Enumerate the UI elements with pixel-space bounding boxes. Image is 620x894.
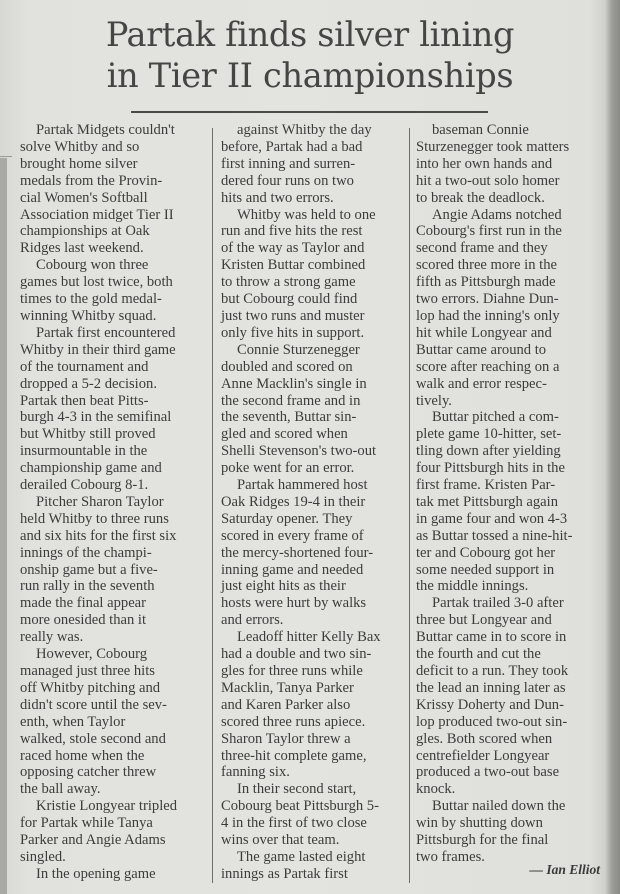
article-paragraph [221,342,409,477]
text-line: inning game and needed [221,561,364,578]
text-line: managed just three hits [20,663,155,679]
text-line: walk and error respec- [416,375,547,392]
text-line: the ball away. [20,781,101,798]
text-line: the second frame and in [221,392,361,409]
text-line: and errors. [221,612,284,629]
text-line: gles for three runs while [221,663,363,679]
text-line: really was. [20,629,84,646]
text-line: hosts were hurt by walks [221,595,367,612]
text-line: Buttar nailed down the [432,798,566,815]
text-line: just two runs and muster [221,307,365,324]
text-line: Sharon Taylor threw a [221,730,351,747]
text-line: Krissy Doherty and Dun- [416,696,564,713]
text-line: The game lasted eight [237,848,366,865]
text-line: 4 in the first of two close [221,815,367,832]
article-paragraph [416,122,608,207]
text-line: championships at Oak [20,223,150,240]
text-line: innings of the champi- [20,544,152,561]
text-line: centrefielder Longyear [416,747,550,764]
text-line: poke went for an error. [221,460,355,477]
text-line: Connie Sturzenegger [237,341,360,358]
text-line: Whitby was held to one [237,206,376,223]
text-line: hits and two errors. [221,189,334,206]
text-line: scored three more in the [416,257,558,274]
text-line: for Partak while Tanya [20,815,153,832]
text-line: walked, stole second and [20,730,166,747]
text-line: some needed support in [416,561,555,578]
text-line: gles. Both scored when [416,730,553,747]
text-line: Cobourg beat Pittsburgh 5- [221,798,379,815]
text-line: the fourth and cut the [416,646,541,663]
text-line: onship game but a five- [20,561,158,578]
text-line: just eight hits as their [221,578,346,595]
headline-line-2: in Tier II championships [106,56,514,95]
text-line: Ridges last weekend. [20,240,144,257]
text-line: against Whitby the day [237,122,372,138]
text-line: derailed Cobourg 8-1. [20,477,149,494]
text-line: opposing catcher threw [20,764,157,781]
text-line: enth, when Taylor [20,713,126,730]
text-line: as Buttar tossed a nine-hit- [416,527,573,544]
text-line: the mercy-shortened four- [221,544,374,561]
text-line: times to the gold medal- [20,291,162,308]
article-paragraph [221,781,409,849]
text-line: In their second start, [237,781,357,798]
text-line: but Whitby still proved [20,426,156,443]
article-column-1 [20,122,210,883]
text-line: brought home silver [20,155,138,172]
article-paragraph [20,122,210,257]
adjacent-column-edge [0,158,7,894]
text-line: Anne Macklin's single in [221,375,367,392]
text-line: the seventh, Buttar sin- [221,409,357,426]
text-line: dered four runs on two [221,172,354,189]
text-line: run and five hits the rest [221,223,363,240]
text-line: Whitby in their third game [20,341,176,358]
text-line: produced a two-out base [416,764,560,781]
text-line: before, Partak had a bad [221,138,363,155]
text-line: and Karen Parker also [221,696,351,713]
text-line: deficit to a run. They took [416,663,569,679]
text-line: Leadoff hitter Kelly Bax [237,629,381,646]
text-line: but Cobourg could find [221,291,358,308]
text-line: the middle innings. [416,578,529,595]
text-line: Saturday opener. They [221,510,353,527]
text-line: Buttar came around to [416,341,547,358]
text-line: second frame and they [416,240,548,257]
text-line: championship game and [20,460,162,477]
text-line: Buttar came in to score in [416,629,567,646]
text-line: Oak Ridges 19-4 in their [221,493,366,510]
text-line: tling down after yielding [416,443,561,460]
text-line: medals from the Provin- [20,172,163,189]
text-line: Pittsburgh for the final [416,832,549,849]
text-line: Sturzenegger took matters [416,138,570,155]
text-line: raced home when the [20,747,145,764]
text-line: Pitcher Sharon Taylor [36,493,164,510]
article-paragraph [416,207,608,410]
text-line: tak met Pittsburgh again [416,493,559,510]
text-line: Partak trailed 3-0 after [432,595,564,612]
text-line: Cobourg's first run in the [416,223,562,240]
column-divider-1 [212,128,213,883]
text-line: In the opening game [36,865,156,882]
text-line: had a double and two sin- [221,646,372,663]
text-line: lop produced two-out sin- [416,713,568,730]
text-line: hit a two-out solo homer [416,172,560,189]
article-paragraph [20,798,210,866]
text-line: held Whitby to three runs [20,510,169,527]
text-line: lop had the inning's only [416,307,560,324]
text-line: However, Cobourg [36,646,148,663]
headline-rule [131,111,488,113]
text-line: insurmountable in the [20,443,148,460]
text-line: the lead an inning later as [416,679,566,696]
text-line: Angie Adams notched [432,206,562,223]
text-line: cial Women's Softball [20,189,148,206]
text-line: to throw a strong game [221,274,356,291]
text-line: four Pittsburgh hits in the [416,460,565,477]
text-line: Association midget Tier II [20,206,174,223]
text-line: first inning and surren- [221,155,356,172]
text-line: fifth as Pittsburgh made [416,274,556,291]
article-paragraph [416,595,608,798]
text-line: doubled and scored on [221,358,353,375]
text-line: off Whitby pitching and [20,679,161,696]
text-line: to break the deadlock. [416,189,545,206]
text-line: winning Whitby squad. [20,307,157,324]
text-line: first frame. Kristen Par- [416,477,556,494]
text-line: of the way as Taylor and [221,240,365,257]
article-paragraph [20,257,210,325]
text-line: innings as Partak first [221,865,348,882]
text-line: Partak first encountered [36,324,176,341]
text-line: tively. [416,392,452,409]
text-line: into her own hands and [416,155,553,172]
text-line: Macklin, Tanya Parker [221,679,354,696]
article-paragraph [416,409,608,595]
article-column-2 [221,122,409,883]
article-column-3 [416,122,608,866]
text-line: win by shutting down [416,815,543,832]
text-line: Parker and Angie Adams [20,832,166,849]
article-paragraph [20,494,210,646]
text-line: Kristen Buttar combined [221,257,366,274]
article-paragraph [221,477,409,629]
text-line: three but Longyear and [416,612,552,629]
text-line: plete game 10-hitter, set- [416,426,562,443]
text-line: three-hit complete game, [221,747,367,764]
text-line: solve Whitby and so [20,138,140,155]
text-line: Partak hammered host [237,477,368,494]
article-paragraph [221,629,409,781]
article-paragraph [221,122,409,207]
article-paragraph [20,866,210,883]
text-line: gled and scored when [221,426,348,443]
text-line: two errors. Diahne Dun- [416,291,559,308]
text-line: hit while Longyear and [416,324,552,341]
text-line: two frames. [416,848,485,865]
text-line: scored in every frame of [221,527,364,544]
byline: — Ian Elliot [529,862,600,877]
article-paragraph [416,798,608,866]
text-line: Kristie Longyear tripled [36,798,178,815]
text-line: Partak Midgets couldn't [36,122,175,138]
text-line: in game four and won 4-3 [416,510,568,527]
text-line: only five hits in support. [221,324,365,341]
text-line: and six hits for the first six [20,527,177,544]
headline [0,14,620,96]
text-line: scored three runs apiece. [221,713,366,730]
article-paragraph [221,207,409,342]
text-line: knock. [416,781,456,798]
adjacent-column-rule [0,156,12,157]
text-line: more onesided than it [20,612,147,629]
text-line: wins over that team. [221,832,340,849]
text-line: Buttar pitched a com- [432,409,559,426]
text-line: made the final appear [20,595,147,612]
article-paragraph [20,325,210,494]
column-divider-2 [409,128,410,883]
text-line: Shelli Stevenson's two-out [221,443,377,460]
text-line: didn't score until the sev- [20,696,167,713]
text-line: of the tournament and [20,358,149,375]
text-line: Partak then beat Pitts- [20,392,149,409]
text-line: score after reaching on a [416,358,560,375]
text-line: run rally in the seventh [20,578,155,595]
article-paragraph [20,646,210,798]
headline-line-1: Partak finds silver lining [105,15,515,54]
text-line: singled. [20,848,66,865]
text-line: ter and Cobourg got her [416,544,556,561]
text-line: dropped a 5-2 decision. [20,375,157,392]
text-line: games but lost twice, both [20,274,173,291]
text-line: fanning six. [221,764,290,781]
text-line: Cobourg won three [36,257,149,274]
article-paragraph [221,849,409,883]
text-line: burgh 4-3 in the semifinal [20,409,172,426]
text-line: baseman Connie [432,122,529,138]
